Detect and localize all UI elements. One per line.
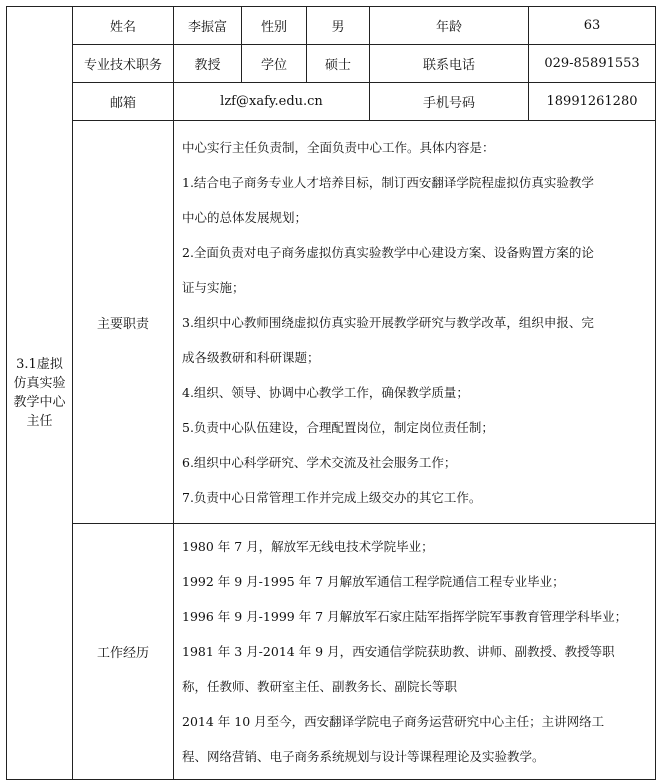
duty-line: 证与实施； bbox=[182, 279, 245, 295]
row-email bbox=[7, 83, 656, 121]
duty-line: 成各级教研和科研课题； bbox=[182, 349, 320, 365]
degree-label: 学位 bbox=[242, 45, 307, 83]
gender-value: 男 bbox=[307, 7, 370, 45]
duty-line: 1.结合电子商务专业人才培养目标，制订西安翻译学院程虚拟仿真实验教学 bbox=[182, 174, 594, 190]
experience-line: 1996 年 9 月-1999 年 7 月解放军石家庄陆军指挥学院军事教育管理学科毕业； bbox=[182, 609, 628, 624]
director-info-table bbox=[6, 6, 656, 780]
duty-line: 7.负责中心日常管理工作并完成上级交办的其它工作。 bbox=[182, 489, 482, 505]
duty-line: 3.组织中心教师围绕虚拟仿真实验开展教学研究与教学改革，组织申报、完 bbox=[182, 314, 594, 330]
duty-line: 6.组织中心科学研究、学术交流及社会服务工作； bbox=[182, 454, 457, 470]
degree-value: 硕士 bbox=[307, 45, 370, 83]
row-name bbox=[7, 7, 656, 45]
duty-line: 2.全面负责对电子商务虚拟仿真实验教学中心建设方案、设备购置方案的论 bbox=[182, 244, 594, 260]
title-label: 专业技术职务 bbox=[73, 45, 174, 83]
row-title bbox=[7, 45, 656, 83]
duty-line: 中心实行主任负责制，全面负责中心工作。具体内容是： bbox=[182, 139, 495, 155]
experience-line: 程、网络营销、电子商务系统规划与设计等课程理论及实验教学。 bbox=[182, 749, 545, 764]
experience-line: 1980 年 7 月，解放军无线电技术学院毕业； bbox=[182, 539, 434, 554]
name-value: 李振富 bbox=[174, 7, 242, 45]
phone-value: 029-85891553 bbox=[529, 45, 656, 83]
side-label: 3.1虚拟仿真实验教学中心主任 bbox=[13, 357, 66, 429]
experience-content bbox=[174, 524, 656, 780]
experience-label: 工作经历 bbox=[73, 524, 174, 780]
experience-line: 称，任教师、教研室主任、副教务长、副院长等职 bbox=[182, 679, 458, 694]
experience-line: 1992 年 9 月-1995 年 7 月解放军通信工程学院通信工程专业毕业； bbox=[182, 574, 565, 589]
phone-label: 联系电话 bbox=[370, 45, 529, 83]
age-value: 63 bbox=[529, 7, 656, 45]
side-label-cell bbox=[7, 7, 73, 780]
row-experience bbox=[7, 524, 656, 780]
duty-line: 中心的总体发展规划； bbox=[182, 209, 308, 225]
mobile-label: 手机号码 bbox=[370, 83, 529, 121]
duty-line: 5.负责中心队伍建设，合理配置岗位，制定岗位责任制； bbox=[182, 419, 494, 435]
age-label: 年龄 bbox=[370, 7, 529, 45]
mobile-value: 18991261280 bbox=[529, 83, 656, 121]
gender-label: 性别 bbox=[242, 7, 307, 45]
email-label: 邮箱 bbox=[73, 83, 174, 121]
title-value: 教授 bbox=[174, 45, 242, 83]
experience-line: 1981 年 3 月-2014 年 9 月，西安通信学院获助教、讲师、副教授、教授等职 bbox=[182, 644, 615, 659]
duties-content bbox=[174, 121, 656, 524]
duties-label: 主要职责 bbox=[73, 121, 174, 524]
experience-line: 2014 年 10 月至今，西安翻译学院电子商务运营研究中心主任；主讲网络工 bbox=[182, 714, 605, 729]
row-duties bbox=[7, 121, 656, 524]
name-label: 姓名 bbox=[73, 7, 174, 45]
duty-line: 4.组织、领导、协调中心教学工作，确保教学质量； bbox=[182, 384, 469, 400]
email-value: lzf@xafy.edu.cn bbox=[174, 83, 370, 121]
